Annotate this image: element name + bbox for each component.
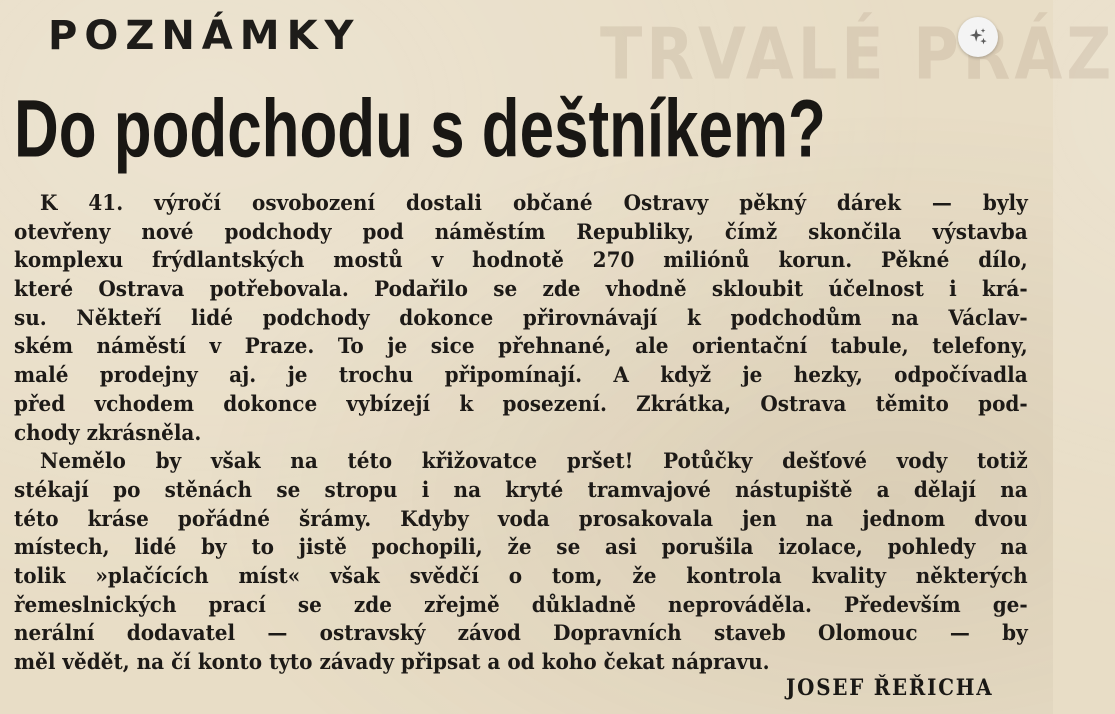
article-line: měl vědět, na čí konto tyto závady připsat a od koho čekat nápravu. — [14, 650, 770, 675]
article-line: této kráse pořádné šrámy. Kdyby voda prosakovala jen na jednom dvou — [14, 506, 1028, 532]
article-headline: Do podchodu s deštníkem? — [14, 83, 826, 175]
article-body — [14, 190, 1028, 678]
author-byline: JOSEF ŘEŘICHA — [786, 675, 994, 701]
article-line: nerální dodavatel — ostravský závod Dopravních staveb Olomouc — by — [14, 621, 1028, 647]
article-line: místech, lidé by to jistě pochopili, že se asi porušila izolace, pohledy na — [14, 535, 1028, 561]
sparkle-icon — [967, 26, 989, 48]
section-label: POZNÁMKY — [48, 13, 361, 59]
article-line: které Ostrava potřebovala. Podařilo se zde vhodně skloubit účelnost i krá- — [14, 277, 1028, 303]
article-line: stékají po stěnách se stropu i na kryté tramvajové nástupiště a dělají na — [14, 477, 1028, 503]
article-line: ském náměstí v Praze. To je sice přehnané, ale orientační tabule, telefony, — [14, 334, 1028, 360]
article-line: komplexu frýdlantských mostů v hodnotě 270 miliónů korun. Pěkné dílo, — [14, 248, 1028, 274]
article-line: K 41. výročí osvobození dostali občané Ostravy pěkný dárek — byly — [40, 191, 1028, 216]
article-line: su. Někteří lidé podchody dokonce přirovnávají k podchodům na Václav- — [14, 305, 1028, 331]
article-line: otevřeny nové podchody pod náměstím Republiky, čímž skončila výstavba — [14, 219, 1028, 245]
article-line: řemeslnických prací se zde zřejmě důkladně neprováděla. Především ge- — [14, 592, 1028, 618]
article-line: před vchodem dokonce vybízejí k posezení. Zkrátka, Ostrava těmito pod- — [14, 391, 1028, 417]
ai-assist-button[interactable] — [958, 17, 998, 57]
article-line: tolik »plačících míst« však svědčí o tom, že kontrola kvality některých — [14, 563, 1028, 589]
bleed-through-text: TRVALÉ PRÁZ — [600, 12, 1115, 96]
article-line: chody zkrásněla. — [14, 420, 202, 446]
article-line: malé prodejny aj. je trochu připomínají. A když je hezky, odpočívadla — [14, 363, 1028, 389]
article-line: Nemělo by však na této křižovatce pršet! Potůčky dešťové vody totiž — [40, 449, 1028, 475]
